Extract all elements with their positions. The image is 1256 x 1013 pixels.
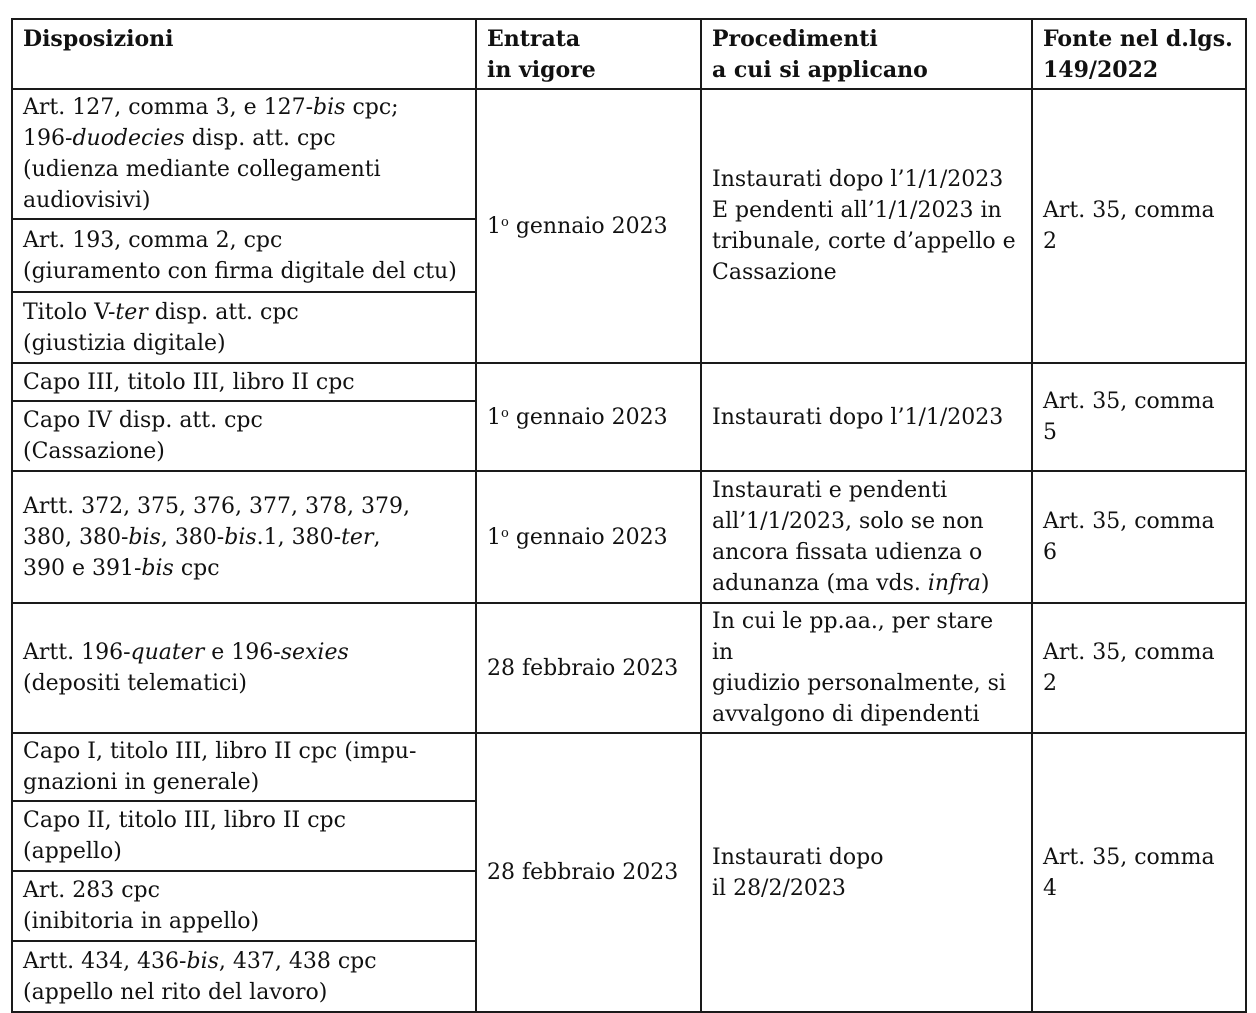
fonte-cell: Art. 35, comma 2: [1032, 89, 1246, 363]
header-entrata-in-vigore: Entrata in vigore: [476, 19, 701, 89]
entrata-cell: 1$^o$ gennaio 2023: [476, 363, 701, 471]
entrata-cell: 28 febbraio 2023: [476, 733, 701, 1012]
procedimenti-cell: Instaurati dopo l’1/1/2023 E pendenti all’1/1/2023 in tribunale, corte d’appello e Cassazione: [701, 89, 1032, 363]
procedimenti-cell: In cui le pp.aa., per stare in giudizio personalmente, si avvalgono di dipendenti: [701, 603, 1032, 733]
disposizione-cell: Capo III, titolo III, libro II cpc: [12, 363, 476, 401]
table-row: [12, 89, 1246, 219]
disposizione-cell: Capo IV disp. att. cpc (Cassazione): [12, 401, 476, 471]
entrata-cell: 28 febbraio 2023: [476, 603, 701, 733]
procedimenti-cell: Instaurati e pendenti all’1/1/2023, solo se non ancora fissata udienza o adunanza (ma vds. infra): [701, 471, 1032, 603]
header-procedimenti: Procedimenti a cui si applicano: [701, 19, 1032, 89]
procedimenti-cell: Instaurati dopo l’1/1/2023: [701, 363, 1032, 471]
table-row: [12, 603, 1246, 733]
fonte-cell: Art. 35, comma 2: [1032, 603, 1246, 733]
provisions-table: [11, 18, 1247, 1013]
disposizione-cell: Art. 127, comma 3, e 127-bis cpc; 196-duodecies disp. att. cpc (udienza mediante collegamenti audiovisivi): [12, 89, 476, 219]
fonte-cell: Art. 35, comma 5: [1032, 363, 1246, 471]
disposizione-cell: Capo II, titolo III, libro II cpc (appello): [12, 801, 476, 871]
disposizione-cell: Artt. 196-quater e 196-sexies (depositi telematici): [12, 603, 476, 733]
header-disposizioni: Disposizioni: [12, 19, 476, 89]
disposizione-cell: Art. 283 cpc (inibitoria in appello): [12, 871, 476, 941]
table-row: [12, 471, 1246, 603]
procedimenti-cell: Instaurati dopo il 28/2/2023: [701, 733, 1032, 1012]
header-fonte: Fonte nel d.lgs. 149/2022: [1032, 19, 1246, 89]
disposizione-cell: Titolo V-ter disp. att. cpc (giustizia digitale): [12, 292, 476, 363]
disposizione-cell: Artt. 434, 436-bis, 437, 438 cpc (appello nel rito del lavoro): [12, 941, 476, 1012]
table-row: [12, 363, 1246, 401]
table-row: [12, 733, 1246, 801]
fonte-cell: Art. 35, comma 4: [1032, 733, 1246, 1012]
disposizione-cell: Artt. 372, 375, 376, 377, 378, 379, 380, 380-bis, 380-bis.1, 380-ter, 390 e 391-bis cpc: [12, 471, 476, 603]
fonte-cell: Art. 35, comma 6: [1032, 471, 1246, 603]
header-row: [12, 19, 1246, 89]
disposizione-cell: Capo I, titolo III, libro II cpc (impu- gnazioni in generale): [12, 733, 476, 801]
entrata-cell: 1$^o$ gennaio 2023: [476, 89, 701, 363]
entrata-cell: 1$^o$ gennaio 2023: [476, 471, 701, 603]
disposizione-cell: Art. 193, comma 2, cpc (giuramento con firma digitale del ctu): [12, 219, 476, 292]
